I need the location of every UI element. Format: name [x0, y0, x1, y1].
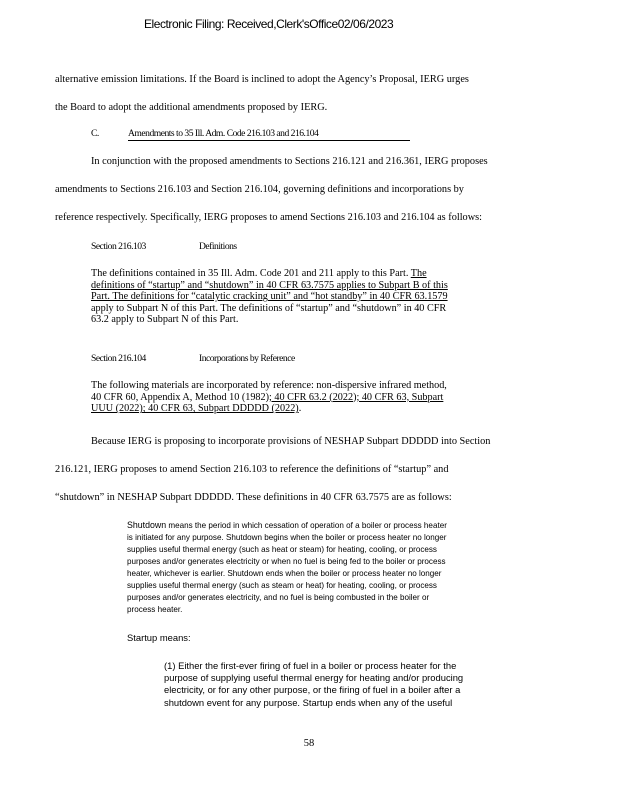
- because-line-2: 216.121, IERG proposes to amend Section 216.103 to reference the definitions of “startup” and: [55, 464, 449, 475]
- electronic-filing-header: Electronic Filing: Received,Clerk'sOffice02/06/2023: [144, 17, 394, 31]
- startup-definition: [164, 660, 463, 709]
- because-line-3: “shutdown” in NESHAP Subpart DDDDD. These definitions in 40 CFR 63.7575 are as follows:: [55, 492, 452, 503]
- conjunction-line-3: reference respectively. Specifically, IERG proposes to amend Sections 216.103 and 216.104 as follows:: [55, 212, 483, 223]
- because-line-1: Because IERG is proposing to incorporate provisions of NESHAP Subpart DDDDD into Section: [91, 436, 491, 447]
- definition-line: Shutdown means the period in which cessation of operation of a boiler or process heater: [127, 520, 447, 530]
- section-c-label: C.: [91, 128, 99, 139]
- rule-line: 40 CFR 60, Appendix A, Method 10 (1982); 40 CFR 63.2 (2022); 40 CFR 63, Subpart: [91, 391, 444, 403]
- definition-line: electricity, or for any other purpose, or the firing of fuel in a boiler after a: [164, 684, 461, 696]
- shutdown-term: Shutdown: [127, 520, 167, 530]
- definition-line: heater, whichever is earlier. Shutdown ends when the boiler or process heater no longer: [127, 569, 442, 578]
- section-216-104-title: Incorporations by Reference: [199, 353, 295, 364]
- section-216-104-number: Section 216.104: [91, 353, 146, 364]
- rule-line: apply to Subpart N of this Part. The definitions of “startup” and “shutdown” in 40 CFR: [91, 302, 447, 314]
- shutdown-definition: [127, 519, 447, 616]
- rule-line: 63.2 apply to Subpart N of this Part.: [91, 314, 239, 326]
- section-216-103-text: [91, 268, 448, 326]
- definition-line: supplies useful thermal energy (such as steam or heat) for heating, cooling, or process: [127, 581, 437, 590]
- section-216-103-title: Definitions: [199, 241, 237, 252]
- section-216-103-number: Section 216.103: [91, 241, 146, 252]
- definition-line: purposes and/or generates electricity or when no fuel is being fed to the boiler or process: [127, 557, 446, 566]
- definition-line: process heater.: [127, 605, 183, 614]
- rule-line: Part. The definitions for “catalytic cracking unit” and “hot standby” in 40 CFR 63.1579: [91, 291, 448, 303]
- section-c-title: Amendments to 35 Ill. Adm. Code 216.103 and 216.104: [128, 128, 319, 139]
- definition-line: is initiated for any purpose. Shutdown begins when the boiler or process heater no longer: [127, 533, 447, 542]
- definition-line: (1) Either the first-ever firing of fuel in a boiler or process heater for the: [164, 660, 457, 671]
- section-216-104-text: [91, 380, 447, 415]
- intro-line-1: alternative emission limitations. If the Board is inclined to adopt the Agency’s Proposal, IERG urges: [55, 74, 469, 85]
- rule-line: The definitions contained in 35 Ill. Adm. Code 201 and 211 apply to this Part. The: [91, 268, 427, 279]
- definition-line: shutdown event for any purpose. Startup ends when any of the useful: [164, 696, 453, 708]
- rule-line: definitions of “startup” and “shutdown” in 40 CFR 63.7575 applies to Subpart B of this: [91, 279, 448, 291]
- rule-line: The following materials are incorporated by reference: non-dispersive infrared method,: [91, 380, 447, 391]
- startup-label: Startup means:: [127, 632, 191, 643]
- intro-line-2: the Board to adopt the additional amendments proposed by IERG.: [55, 102, 328, 113]
- conjunction-line-2: amendments to Sections 216.103 and Section 216.104, governing definitions and incorporations by: [55, 184, 464, 195]
- page-number: 58: [303, 738, 315, 749]
- definition-line: purpose of supplying useful thermal energy for heating and/or producing: [164, 672, 464, 684]
- section-c-underline: [128, 140, 410, 141]
- rule-line: UUU (2022); 40 CFR 63, Subpart DDDDD (2022).: [91, 403, 302, 415]
- definition-line: supplies useful thermal energy (such as heat or steam) for heating, cooling, or process: [127, 545, 437, 554]
- definition-line: purposes and/or generates electricity, and no fuel is being combusted in the boiler or: [127, 593, 430, 602]
- conjunction-line-1: In conjunction with the proposed amendments to Sections 216.121 and 216.361, IERG proposes: [91, 156, 488, 167]
